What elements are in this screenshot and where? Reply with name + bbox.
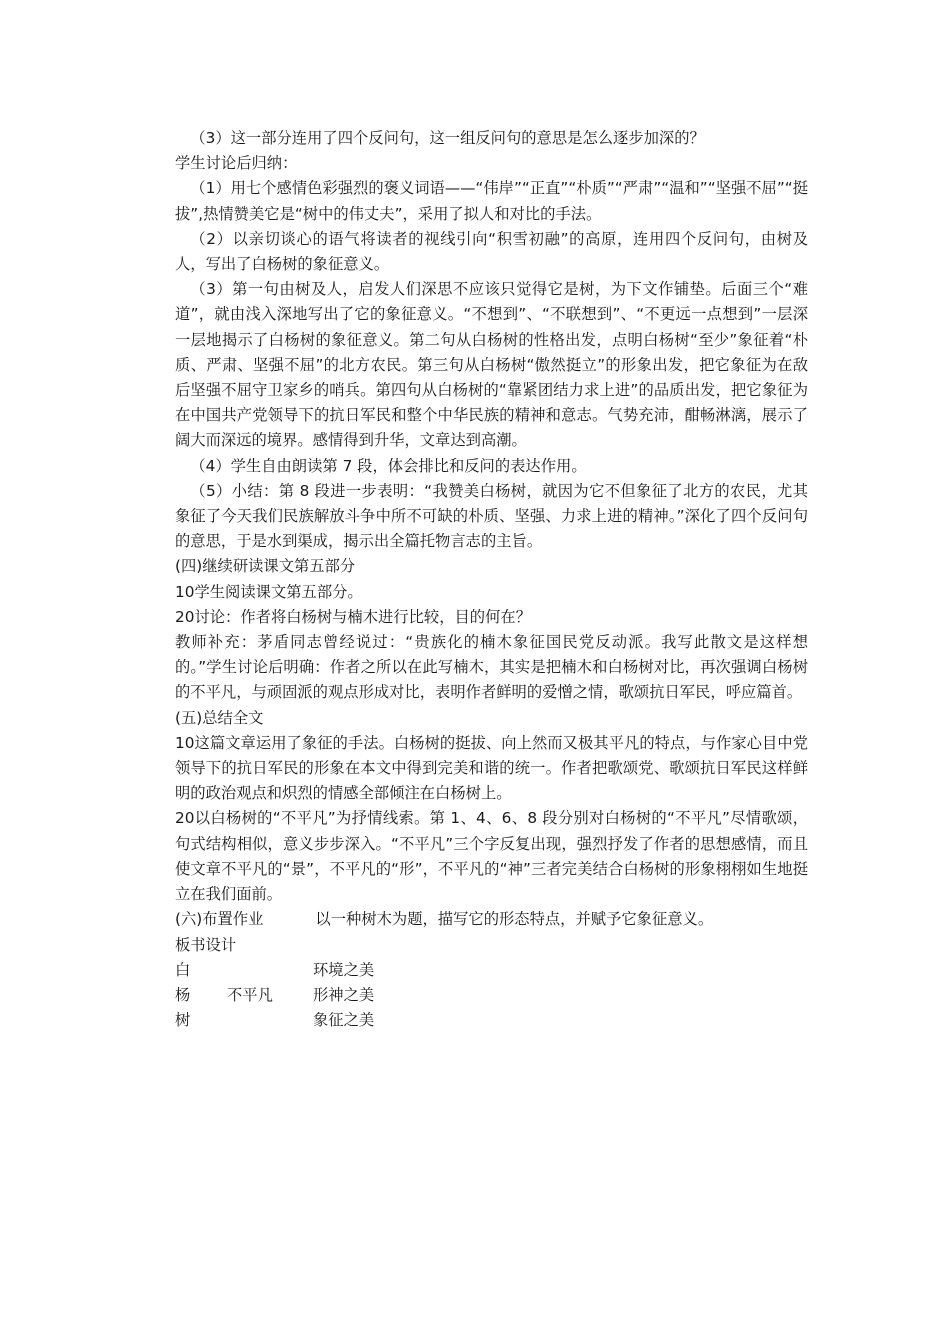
summary-intro: 学生讨论后归纳： [175,154,298,173]
document-body [175,126,808,1033]
section-4-heading: (四)继续研读课文第五部分 [175,557,356,576]
homework-text: 以一种树木为题，描写它的形态特点，并赋予它象征意义。 [315,910,714,929]
section-4-item-3: 教师补充：茅盾同志曾经说过：“贵族化的楠木象征国民党反动派。我写此散文是这样想的。”学生讨论后明确：作者之所以在此写楠木，其实是把楠木和白杨树对比，再次强调白杨树的不平凡，与顽固派的观点形成对比，表明作者鲜明的爱憎之情，歌颂抗日军民，呼应篇首。 [175,633,808,702]
board-row [175,983,808,1008]
homework-label: (六)布置作业 [175,910,264,929]
point-5: （5）小结：第 8 段进一步表明：“我赞美白杨树，就因为它不但象征了北方的农民，尤其象征了今天我们民族解放斗争中所不可缺的朴质、坚强、力求上进的精神。”深化了四个反问句的意思，于是水到渠成，揭示出全篇托物言志的主旨。 [175,481,808,551]
board-design [175,958,808,1034]
point-2: （2）以亲切谈心的语气将读者的视线引向“积雪初融”的高原，连用四个反问句，由树及人，写出了白杨树的象征意义。 [175,229,808,274]
section-5-item-2: 20以白杨树的“不平凡”为抒情线索。第 1、4、6、8 段分别对白杨树的“不平凡”尽情歌颂，句式结构相似，意义步步深入。“不平凡”三个字反复出现，强烈抒发了作者的思想感情，而且使文章不平凡的“景”，不平凡的“形”，不平凡的“神”三者完美结合白杨树的形象栩栩如生地挺立在我们面前。 [175,809,808,904]
board-cell: 白 [175,960,191,979]
board-cell [227,958,313,983]
section-4-item-1: 10学生阅读课文第五部分。 [175,582,363,601]
board-cell [227,1008,313,1033]
board-cell: 不平凡 [227,985,273,1004]
point-3: （3）第一句由树及人，启发人们深思不应该只觉得它是树，为下文作铺垫。后面三个“难道”，就由浅入深地写出了它的象征意义。“不想到”、“不联想到”、“不更远一点想到”一层深一层地揭示了白杨树的象征意义。第二句从白杨树的性格出发，点明白杨树“至少”象征着“朴质、严肃、坚强不屈”的北方农民。第三句从白杨树“傲然挺立”的形象出发，把它象征为在敌后坚强不屈守卫家乡的哨兵。第四句从白杨树的“靠紧团结力求上进”的品质出发，把它象征为在中国共产党领导下的抗日军民和整个中华民族的精神和意志。气势充沛，酣畅淋漓，展示了阔大而深远的境界。感情得到升华，文章达到高潮。 [175,280,808,450]
section-5-heading: (五)总结全文 [175,708,264,727]
board-cell: 象征之美 [313,1011,375,1030]
point-4: （4）学生自由朗读第 7 段，体会排比和反问的表达作用。 [190,456,587,475]
section-4-item-2: 20讨论：作者将白杨树与楠木进行比较，目的何在？ [175,607,531,626]
board-cell: 形神之美 [313,985,375,1004]
question-3: （3）这一部分连用了四个反问句，这一组反问句的意思是怎么逐步加深的？ [190,129,705,147]
board-row [175,1008,808,1033]
board-cell: 树 [175,1011,191,1030]
homework-line [175,907,808,932]
board-cell: 环境之美 [313,960,375,979]
board-title: 板书设计 [175,935,237,954]
point-1: （1）用七个感情色彩强烈的褒义词语——“伟岸”“正直”“朴质”“严肃”“温和”“坚强不屈”“挺拔”,热情赞美它是“树中的伟丈夫”，采用了拟人和对比的手法。 [175,179,808,223]
board-row [175,958,808,983]
board-cell: 杨 [175,985,191,1004]
section-5-item-1: 10这篇文章运用了象征的手法。白杨树的挺拔、向上然而又极其平凡的特点，与作家心目中党领导下的抗日军民的形象在本文中得到完美和谐的统一。作者把歌颂党、歌颂抗日军民这样鲜明的政治观点和炽烈的情感全部倾注在白杨树上。 [175,733,808,803]
